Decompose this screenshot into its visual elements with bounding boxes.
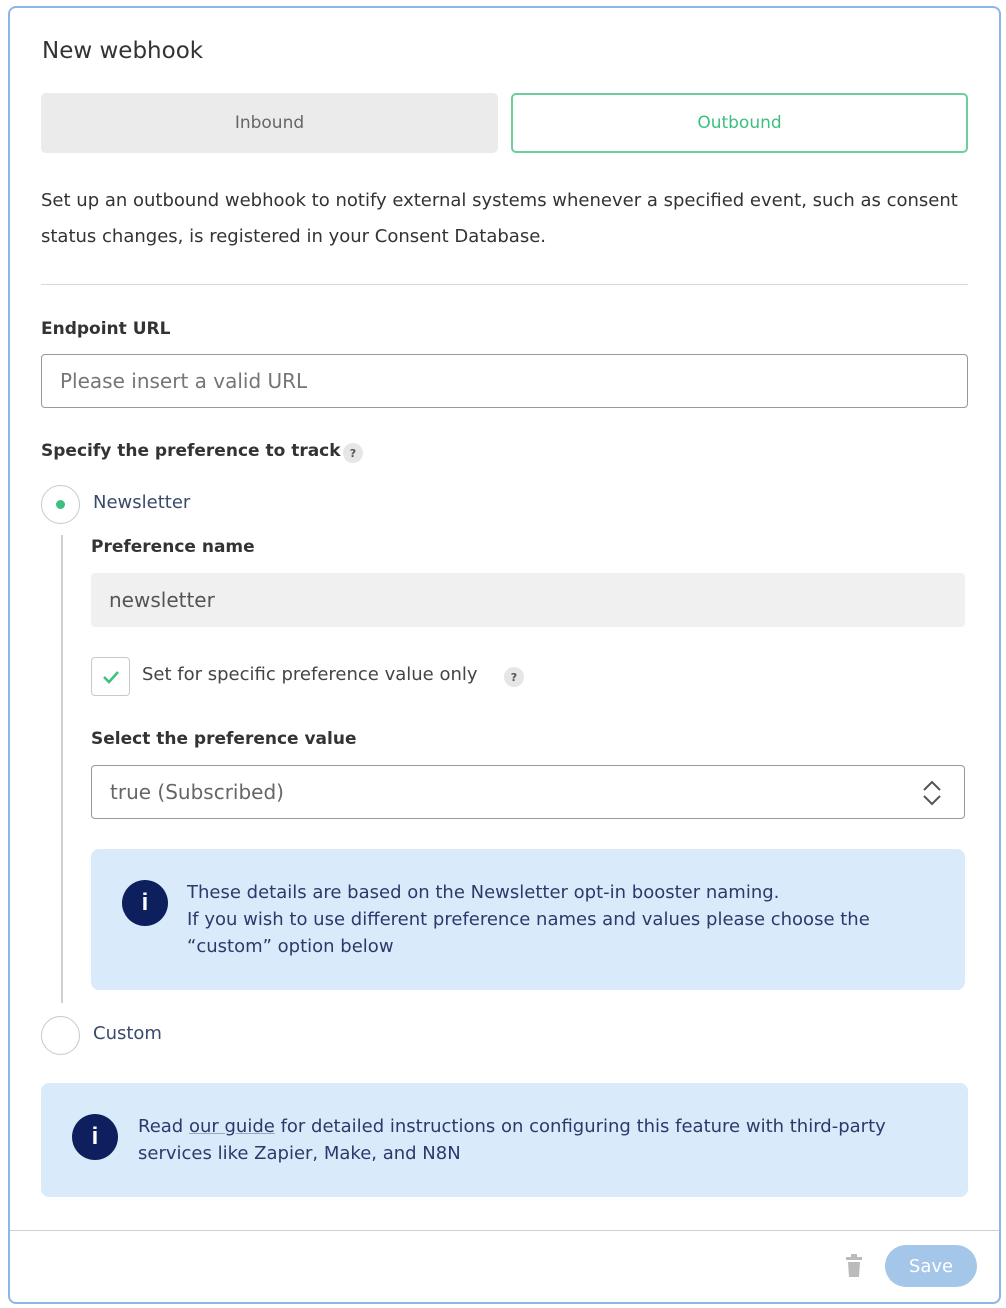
preference-label: Specify the preference to track xyxy=(41,441,341,461)
guide-text: for detailed instructions on configuring this feature with third-party xyxy=(274,1116,886,1137)
guide-link[interactable]: our guide xyxy=(188,1116,275,1137)
dialog-title: New webhook xyxy=(42,38,204,64)
specific-value-checkbox[interactable] xyxy=(91,657,130,696)
guide-info-box xyxy=(41,1083,968,1197)
radio-newsletter[interactable] xyxy=(41,485,80,524)
preference-name-label: Preference name xyxy=(91,537,255,557)
updown-chevron-icon xyxy=(922,780,942,806)
description: Set up an outbound webhook to notify external systems whenever a specified event, such as consent status changes, is registered in your Consent Database. xyxy=(41,190,958,247)
trash-icon[interactable] xyxy=(845,1254,863,1278)
tree-line xyxy=(61,535,63,1003)
save-button[interactable]: Save xyxy=(885,1245,977,1287)
info-line: “custom” option below xyxy=(187,936,394,957)
info-icon: i xyxy=(72,1114,118,1160)
help-icon[interactable]: ? xyxy=(343,443,363,463)
newsletter-info-box xyxy=(91,849,965,990)
radio-newsletter-label[interactable]: Newsletter xyxy=(93,492,191,513)
tab-outbound[interactable]: Outbound xyxy=(511,93,968,153)
guide-text: Read xyxy=(138,1116,189,1137)
preference-value-select[interactable] xyxy=(91,765,965,819)
radio-custom[interactable] xyxy=(41,1016,80,1055)
help-icon[interactable]: ? xyxy=(504,667,524,687)
endpoint-url-input[interactable] xyxy=(41,354,968,408)
specific-value-label[interactable]: Set for specific preference value only xyxy=(142,664,478,685)
info-line: If you wish to use different preference names and values please choose the xyxy=(187,909,870,930)
preference-value-label: Select the preference value xyxy=(91,729,357,749)
footer-divider xyxy=(10,1230,999,1231)
selected-value: true (Subscribed) xyxy=(110,780,284,804)
preference-name-field: newsletter xyxy=(91,573,965,627)
divider xyxy=(41,284,968,285)
guide-text: services like Zapier, Make, and N8N xyxy=(138,1143,461,1164)
info-line: These details are based on the Newsletter opt-in booster naming. xyxy=(187,882,780,903)
check-icon xyxy=(102,670,120,684)
radio-custom-label[interactable]: Custom xyxy=(93,1023,162,1044)
endpoint-label: Endpoint URL xyxy=(41,319,171,339)
tab-inbound[interactable]: Inbound xyxy=(41,93,498,153)
info-icon: i xyxy=(122,880,168,926)
radio-selected-dot xyxy=(56,500,65,509)
